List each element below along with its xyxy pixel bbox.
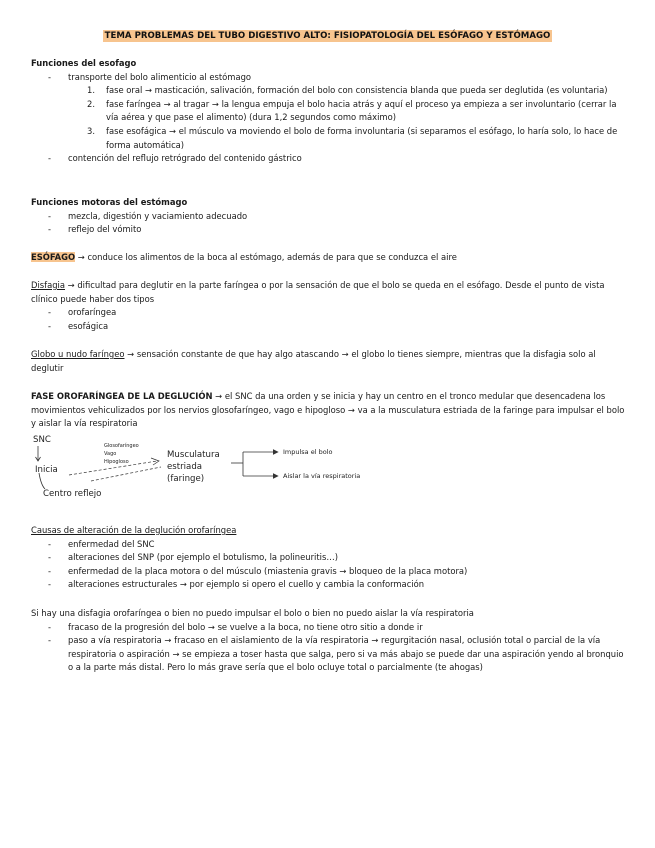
list-item: - contención del reflujo retrógrado del contenido gástrico bbox=[48, 153, 302, 164]
list-item: - alteraciones estructurales → por ejemplo si opero el cuello y cambia la conformación bbox=[48, 579, 425, 590]
diagram-aislar: Aislar la vía respiratoria bbox=[283, 472, 361, 480]
diagram-snc: SNC bbox=[33, 435, 51, 445]
esofago-definition: ESÓFAGO → conduce los alimentos de la boca al estómago, además de para que se conduzca el aire bbox=[31, 252, 457, 262]
list-item: - alteraciones del SNP (por ejemplo el botulismo, la polineuritis…) bbox=[48, 552, 338, 563]
diagram-estriada: estriada bbox=[167, 462, 203, 472]
list-item: - transporte del bolo alimenticio al estómago bbox=[48, 71, 252, 82]
causas-section bbox=[31, 524, 627, 592]
title-wrap bbox=[0, 29, 655, 44]
diagram-musculatura: Musculatura bbox=[167, 450, 220, 460]
paragraph: Si hay una disfagia orofaríngea o bien no puedo impulsar el bolo o bien no puedo aislar la vía respiratoria bbox=[31, 608, 474, 618]
underlined-term: Disfagia bbox=[31, 280, 65, 290]
section-heading: Causas de alteración de la deglución orofaríngea bbox=[31, 525, 237, 535]
numbered-item: 3. fase esofágica → el músculo va moviendo el bolo de forma involuntaria (si separamos el esófago, lo haría solo, lo hace de forma automática) bbox=[87, 125, 618, 150]
diagram-centro: Centro reflejo bbox=[43, 489, 102, 499]
globo-section: Globo u nudo faríngeo → sensación constante de que hay algo atascando → el globo lo tienes siempre, mientras que la disfagia solo al deglutir bbox=[31, 349, 596, 373]
fase-orofaringea-section: FASE OROFARÍNGEA DE LA DEGLUCIÓN → el SNC da una orden y se inicia y hay un centro en el tronco medular que desencadena los movimientos vehiculizados por los nervios glosofaríngeo, vago e hipogloso → va a la musculatura estriada de la faringe para impulsar el bolo y aislar la vía respiratoria bbox=[31, 391, 625, 429]
list-item: - orofaríngea bbox=[48, 307, 117, 318]
list-item: - fracaso de la progresión del bolo → se vuelve a la boca, no tiene otro sitio a donde ir bbox=[48, 621, 423, 632]
section-heading: Funciones del esofago bbox=[31, 58, 137, 68]
list-item: - enfermedad del SNC bbox=[48, 538, 155, 549]
list-item: - paso a vía respiratoria → fracaso en el aislamiento de la vía respiratoria → regurgitación nasal, oclusión total o parcial de la vía respiratoria o aspiración → se empieza a toser hasta que salga, pero si va más abajo se puede dar una aspiración yendo al bronquio o a la parte más distal. Pero lo más grave sería que el bolo ocluye total o parcialmente (te ahogas) bbox=[48, 635, 624, 673]
numbered-item: 1. fase oral → masticación, salivación, formación del bolo con consistencia blanda que pueda ser deglutida (es voluntaria) bbox=[87, 85, 608, 96]
diagram-nervio: Vago bbox=[104, 451, 117, 457]
diagram-nervio: Glosofaríngeo bbox=[104, 443, 139, 449]
si-hay-section bbox=[31, 607, 627, 675]
diagram-nervio: Hipogloso bbox=[104, 459, 129, 465]
diagram-inicia: Inicia bbox=[35, 465, 58, 475]
bold-term: FASE OROFARÍNGEA DE LA DEGLUCIÓN bbox=[31, 391, 213, 401]
esofago-funciones-section bbox=[31, 57, 627, 166]
numbered-item: 2. fase faríngea → al tragar → la lengua empuja el bolo hacia atrás y aquí el proceso ya empieza a ser involuntario (cerrar la vía aérea y que pase el alimento) (dura 1,2 segundos como máximo) bbox=[87, 98, 617, 123]
underlined-term: Globo u nudo faríngeo bbox=[31, 349, 125, 359]
diagram-faringe: (faringe) bbox=[167, 474, 205, 484]
estomago-funciones-section bbox=[31, 196, 627, 237]
list-item: - mezcla, digestión y vaciamiento adecuado bbox=[48, 210, 248, 221]
document-title: TEMA PROBLEMAS DEL TUBO DIGESTIVO ALTO: FISIOPATOLOGÍA DEL ESÓFAGO Y ESTÓMAGO bbox=[104, 31, 551, 41]
list-item: - esofágica bbox=[48, 320, 109, 331]
highlighted-term: ESÓFAGO bbox=[31, 252, 76, 262]
list-item: - enfermedad de la placa motora o del músculo (miastenia gravis → bloqueo de la placa motora) bbox=[48, 565, 468, 576]
disfagia-section: Disfagia → dificultad para deglutir en la parte faríngea o por la sensación de que el bolo se queda en el esófago. Desde el punto de vista clínico puede haber dos tipos - orofaríngea - esofágica bbox=[31, 279, 627, 333]
deglution-diagram bbox=[31, 433, 391, 505]
list-item: - reflejo del vómito bbox=[48, 224, 142, 235]
section-heading: Funciones motoras del estómago bbox=[31, 197, 188, 207]
diagram-impulsa: Impulsa el bolo bbox=[283, 448, 333, 456]
